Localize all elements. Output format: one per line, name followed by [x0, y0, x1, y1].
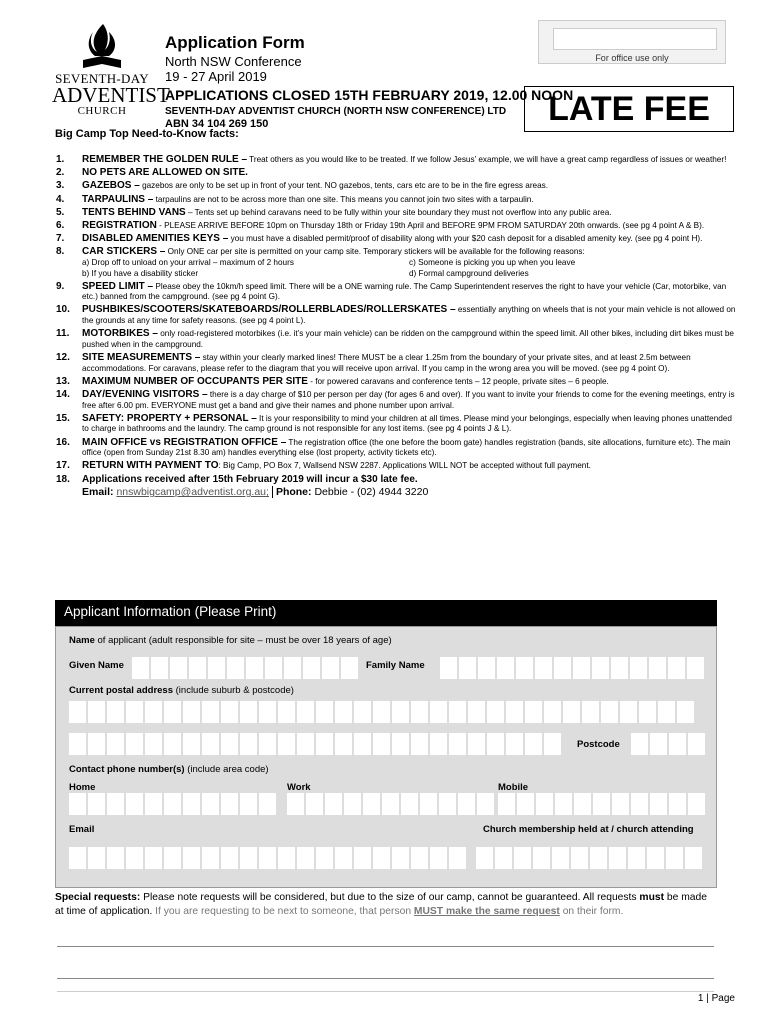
char-box[interactable] [354, 733, 371, 755]
work-label: Work [287, 782, 311, 793]
char-box[interactable] [373, 847, 390, 869]
logo-line1: SEVENTH-DAY [55, 71, 149, 86]
fact-number: 2. [56, 167, 65, 179]
char-box[interactable] [411, 847, 428, 869]
char-box[interactable] [316, 733, 333, 755]
church-entity: SEVENTH-DAY ADVENTIST CHURCH (NORTH NSW CONFERENCE) LTD [165, 106, 507, 117]
car-reason-d: d) Formal campground deliveries [409, 268, 529, 278]
char-box[interactable] [590, 847, 607, 869]
char-box[interactable] [630, 657, 647, 679]
char-box[interactable] [341, 657, 358, 679]
special-requests: Special requests: Please note requests will be considered, but due to the size of our camp, cannot be guaranteed. All requests must be made at time of application. If you are requesting to be next to someone, that person MUST make the same request on their form. [55, 892, 707, 917]
char-box[interactable] [145, 733, 162, 755]
fact-number: 15. [56, 412, 70, 424]
phone-label: Contact phone number(s) (include area code) [69, 764, 269, 775]
char-box[interactable] [639, 701, 656, 723]
char-box[interactable] [392, 701, 409, 723]
logo-line2: ADVENTIST [52, 83, 170, 107]
char-box[interactable] [685, 847, 702, 869]
fact-item [56, 168, 736, 179]
char-box[interactable] [647, 847, 664, 869]
late-fee-stamp [524, 86, 734, 132]
char-box[interactable] [533, 847, 550, 869]
char-box[interactable] [325, 793, 342, 815]
char-box[interactable] [449, 733, 466, 755]
char-box[interactable] [459, 657, 476, 679]
char-box[interactable] [449, 847, 466, 869]
char-box[interactable] [544, 701, 561, 723]
char-box[interactable] [658, 701, 675, 723]
char-box[interactable] [265, 657, 282, 679]
fact-body: there is a day charge of $10 per person per day (for ages 6 and over). If you want to invite your friends to come for the evening meetings, entry is free after 6.00 pm. EVERYONE must get a band and give their names and phone number upon arrival. [82, 390, 735, 410]
fact-body: - PLEASE ARRIVE BEFORE 10pm on Thursday 18th or Friday 19th April and BEFORE 9PM FROM SATURDAY 20th onwards. (see pg 4 point A & B). [156, 220, 705, 230]
fact-heading: SAFETY: PROPERTY + PERSONAL – [82, 412, 257, 424]
char-box[interactable] [354, 847, 371, 869]
char-box[interactable] [514, 847, 531, 869]
char-box[interactable] [240, 733, 257, 755]
char-box[interactable] [516, 657, 533, 679]
char-box[interactable] [669, 793, 686, 815]
char-box[interactable] [107, 793, 124, 815]
page-number: 1 | Page [697, 993, 735, 1004]
char-box[interactable] [411, 701, 428, 723]
char-box[interactable] [246, 657, 263, 679]
fact-body: tarpaulins are not to be across more than one site. This means you cannot join two sites with a tarpaulin. [153, 194, 534, 204]
postcode-label: Postcode [577, 739, 620, 750]
applicant-form [55, 626, 717, 888]
fact-body: only road-registered motorbikes (i.e. it’s your main vehicle) can be ridden on the campground within the speed limit. All other bikes, including dirt bikes must be pushed when in the campground. [82, 329, 734, 349]
char-box[interactable] [259, 793, 276, 815]
char-box[interactable] [240, 701, 257, 723]
fact-number: 11. [56, 328, 70, 340]
fact-heading: TENTS BEHIND VANS [82, 206, 186, 218]
char-box[interactable] [573, 657, 590, 679]
char-box[interactable] [373, 733, 390, 755]
fact-item [56, 234, 736, 245]
char-box[interactable] [202, 701, 219, 723]
char-box[interactable] [145, 701, 162, 723]
char-box[interactable] [373, 701, 390, 723]
fact-heading: MOTORBIKES – [82, 328, 158, 340]
car-reasons [82, 258, 736, 279]
fact-body: : Big Camp, PO Box 7, Wallsend NSW 2287. Applications WILL NOT be accepted without full payment. [218, 461, 591, 471]
char-box[interactable] [88, 847, 105, 869]
char-box[interactable] [582, 701, 599, 723]
char-box[interactable] [306, 793, 323, 815]
fact-heading: Applications received after 15th February 2019 will incur a $30 late fee. [82, 473, 418, 485]
fact-body: you must have a disabled permit/proof of disability along with your $20 cash deposit for a disabled amenity key. (see pg 4 point H). [228, 234, 703, 244]
email-label: Email [69, 824, 95, 835]
char-box[interactable] [669, 733, 686, 755]
closing-date: APPLICATIONS CLOSED 15TH FEBRUARY 2019, 12.00 NOON [165, 87, 574, 103]
fact-item [56, 181, 736, 192]
fact-item [56, 329, 736, 350]
char-box[interactable] [535, 657, 552, 679]
char-box[interactable] [688, 793, 705, 815]
fact-item [56, 247, 736, 279]
office-use-field [553, 28, 717, 50]
mobile-phone-input[interactable] [498, 793, 705, 815]
email-input[interactable] [69, 847, 466, 869]
fact-heading: NO PETS ARE ALLOWED ON SITE. [82, 167, 248, 179]
char-box[interactable] [202, 793, 219, 815]
fact-body: The registration office (the one before the boom gate) handles registration (bands, site allocations, furniture etc). The main office (open from Sunday 21st 8.30 am) handles everything else (lost property, activity tickets etc). [82, 437, 731, 458]
applicant-section-header: Applicant Information (Please Print) [55, 600, 717, 626]
fact-heading: GAZEBOS – [82, 180, 140, 192]
fact-item [56, 282, 736, 303]
char-box[interactable] [666, 847, 683, 869]
char-box[interactable] [392, 847, 409, 869]
char-box[interactable] [126, 733, 143, 755]
fact-item [56, 377, 736, 388]
char-box[interactable] [259, 733, 276, 755]
char-box[interactable] [401, 793, 418, 815]
email-link[interactable]: nnswbigcamp@adventist.org.au; [116, 486, 269, 499]
char-box[interactable] [126, 793, 143, 815]
char-box[interactable] [303, 657, 320, 679]
char-box[interactable] [571, 847, 588, 869]
email-label: Email: [82, 486, 117, 499]
char-box[interactable] [687, 657, 704, 679]
fact-heading: TARPAULINS – [82, 193, 154, 205]
char-box[interactable] [278, 733, 295, 755]
char-box[interactable] [487, 733, 504, 755]
fact-body: Treat others as you would like to be treated. If we follow Jesus’ example, we will have a great camp regardless of issues or weather! [247, 155, 727, 164]
char-box[interactable] [69, 793, 86, 815]
given-name-label: Given Name [69, 660, 124, 671]
char-box[interactable] [631, 733, 648, 755]
fact-number: 13. [56, 375, 70, 387]
char-box[interactable] [668, 657, 685, 679]
fact-item [56, 353, 736, 374]
char-box[interactable] [208, 657, 225, 679]
camp-dates: 19 - 27 April 2019 [165, 69, 267, 84]
char-box[interactable] [650, 733, 667, 755]
contact-line [82, 485, 736, 499]
fact-body: Please obey the 10km/h speed limit. There will be a ONE warning rule. The Camp Superintendent reserves the right to have your vehicle (Car, motorbike, van etc.) banned from the campground. (see pg 4 point G). [82, 281, 727, 302]
char-box[interactable] [478, 657, 495, 679]
form-title: Application Form [165, 33, 305, 52]
postcode-input[interactable] [631, 733, 705, 755]
fact-number: 3. [56, 180, 65, 192]
fact-body: stay within your clearly marked lines! There MUST be a clear 1.25m from the boundary of your private sites, and at least 2.5m between accommodations. For caravans, please refer to the diagram that you will receive upon arrival. If you camp in the wrong area you will be moved. (see pg 4 point O). [82, 353, 691, 373]
char-box[interactable] [552, 847, 569, 869]
phone-label: Phone: [275, 486, 312, 499]
fact-body: essentially anything on wheels that is not your main vehicle is not allowed on the grounds at any time for safety reasons. (see pg 4 point L). [82, 305, 736, 326]
char-box[interactable] [487, 701, 504, 723]
char-box[interactable] [183, 733, 200, 755]
char-box[interactable] [525, 701, 542, 723]
char-box[interactable] [536, 793, 553, 815]
char-box[interactable] [593, 793, 610, 815]
fact-number: 1. [56, 154, 65, 165]
fact-item [56, 155, 736, 166]
char-box[interactable] [430, 733, 447, 755]
fact-heading: SPEED LIMIT – [82, 280, 154, 292]
fact-item [56, 414, 736, 435]
char-box[interactable] [439, 793, 456, 815]
phone-number: Debbie - (02) 4944 3220 [311, 486, 429, 499]
char-box[interactable] [476, 847, 493, 869]
car-reason-c: c) Someone is picking you up when you leave [409, 257, 576, 267]
char-box[interactable] [468, 733, 485, 755]
char-box[interactable] [297, 847, 314, 869]
char-box[interactable] [430, 847, 447, 869]
char-box[interactable] [221, 793, 238, 815]
char-box[interactable] [202, 733, 219, 755]
char-box[interactable] [164, 793, 181, 815]
facts-list [56, 155, 736, 502]
fact-number: 9. [56, 280, 65, 292]
fact-number: 17. [56, 460, 70, 472]
char-box[interactable] [297, 733, 314, 755]
char-box[interactable] [221, 733, 238, 755]
facts-title: Big Camp Top Need-to-Know facts: [55, 128, 239, 140]
work-phone-input[interactable] [287, 793, 494, 815]
char-box[interactable] [88, 701, 105, 723]
char-box[interactable] [240, 847, 257, 869]
char-box[interactable] [631, 793, 648, 815]
char-box[interactable] [183, 847, 200, 869]
char-box[interactable] [287, 793, 304, 815]
char-box[interactable] [132, 657, 149, 679]
fact-item [56, 461, 736, 472]
char-box[interactable] [335, 733, 352, 755]
char-box[interactable] [498, 793, 515, 815]
fact-item [56, 475, 736, 500]
char-box[interactable] [601, 701, 618, 723]
char-box[interactable] [382, 793, 399, 815]
char-box[interactable] [145, 793, 162, 815]
home-label: Home [69, 782, 96, 793]
fact-body: - for powered caravans and conference tents – 12 people, private sites – 6 people. [307, 376, 609, 386]
char-box[interactable] [468, 701, 485, 723]
char-box[interactable] [88, 793, 105, 815]
home-phone-input[interactable] [69, 793, 276, 815]
char-box[interactable] [183, 793, 200, 815]
char-box[interactable] [107, 733, 124, 755]
char-box[interactable] [316, 701, 333, 723]
char-box[interactable] [126, 847, 143, 869]
fact-number: 8. [56, 246, 65, 258]
char-box[interactable] [628, 847, 645, 869]
fact-heading: PUSHBIKES/SCOOTERS/SKATEBOARDS/ROLLERBLADES/ROLLERSKATES – [82, 304, 456, 316]
char-box[interactable] [69, 847, 86, 869]
char-box[interactable] [609, 847, 626, 869]
char-box[interactable] [506, 733, 523, 755]
char-box[interactable] [284, 657, 301, 679]
fact-heading: MAXIMUM NUMBER OF OCCUPANTS PER SITE [82, 375, 308, 387]
fact-heading: CAR STICKERS – [82, 246, 166, 258]
postal-label: Current postal address (include suburb & postcode) [69, 685, 294, 696]
fact-number: 10. [56, 304, 70, 316]
logo-line3: CHURCH [77, 105, 127, 117]
char-box[interactable] [189, 657, 206, 679]
fact-number: 14. [56, 389, 70, 400]
fact-number: 7. [56, 233, 65, 245]
char-box[interactable] [278, 847, 295, 869]
char-box[interactable] [69, 733, 86, 755]
char-box[interactable] [554, 657, 571, 679]
char-box[interactable] [555, 793, 572, 815]
footer-divider [57, 991, 714, 992]
late-fee-text: LATE FEE [548, 89, 710, 128]
special-request-line-2[interactable] [57, 978, 714, 979]
char-box[interactable] [297, 701, 314, 723]
office-use-box [538, 20, 726, 64]
char-box[interactable] [506, 701, 523, 723]
char-box[interactable] [649, 657, 666, 679]
char-box[interactable] [430, 701, 447, 723]
church-input[interactable] [476, 847, 702, 869]
char-box[interactable] [240, 793, 257, 815]
char-box[interactable] [107, 847, 124, 869]
char-box[interactable] [221, 847, 238, 869]
char-box[interactable] [517, 793, 534, 815]
fact-body: – Tents set up behind caravans need to be fully within your site boundary they must not overflow into any public area. [185, 207, 612, 217]
fact-item [56, 438, 736, 459]
char-box[interactable] [107, 701, 124, 723]
given-name-input[interactable] [132, 657, 358, 679]
fact-heading: DISABLED AMENITIES KEYS – [82, 233, 229, 245]
fact-item [56, 305, 736, 326]
char-box[interactable] [126, 701, 143, 723]
fact-number: 4. [56, 193, 65, 205]
abn-number: ABN 34 104 269 150 [165, 118, 269, 130]
name-label: Name of applicant (adult responsible for site – must be over 18 years of age) [69, 635, 392, 646]
char-box[interactable] [449, 701, 466, 723]
char-box[interactable] [170, 657, 187, 679]
char-box[interactable] [563, 701, 580, 723]
church-label: Church membership held at / church attending [483, 824, 694, 835]
conference-name: North NSW Conference [165, 54, 302, 69]
char-box[interactable] [164, 847, 181, 869]
fact-heading: DAY/EVENING VISITORS – [82, 389, 208, 400]
fact-body: It is your responsibility to mind your children at all times. Please mind your belongings, especially when leaving phones unattended to charge in bathrooms and the laundry. The camp ground is not responsible for any lost items. (see pg 4 points J & L). [82, 413, 732, 434]
char-box[interactable] [477, 793, 494, 815]
char-box[interactable] [151, 657, 168, 679]
char-box[interactable] [322, 657, 339, 679]
char-box[interactable] [316, 847, 333, 869]
char-box[interactable] [574, 793, 591, 815]
fact-number: 12. [56, 352, 70, 364]
char-box[interactable] [495, 847, 512, 869]
char-box[interactable] [88, 733, 105, 755]
char-box[interactable] [688, 733, 705, 755]
char-box[interactable] [164, 701, 181, 723]
char-box[interactable] [69, 701, 86, 723]
fact-heading: RETURN WITH PAYMENT TO [82, 460, 219, 472]
char-box[interactable] [458, 793, 475, 815]
fact-heading: SITE MEASUREMENTS – [82, 352, 201, 364]
fact-body: gazebos are only to be set up in front of your tent. NO gazebos, tents, cars etc are to be in the fire egress areas. [139, 181, 549, 191]
char-box[interactable] [145, 847, 162, 869]
sda-logo [52, 22, 170, 117]
char-box[interactable] [278, 701, 295, 723]
fact-number: 18. [56, 473, 70, 485]
char-box[interactable] [335, 847, 352, 869]
family-name-label: Family Name [366, 660, 425, 671]
fact-heading: REMEMBER THE GOLDEN RULE – [82, 154, 248, 165]
char-box[interactable] [392, 733, 409, 755]
char-box[interactable] [363, 793, 380, 815]
fact-body: Only ONE car per site is permitted on your camp site. Temporary stickers will be available for the following reasons: [165, 247, 585, 257]
office-use-label: For office use only [595, 53, 669, 63]
char-box[interactable] [677, 701, 694, 723]
car-reason-b: b) If you have a disability sticker [82, 268, 199, 278]
char-box[interactable] [497, 657, 514, 679]
mobile-label: Mobile [498, 782, 529, 793]
fact-item [56, 221, 736, 232]
fact-number: 5. [56, 206, 65, 218]
char-box[interactable] [259, 701, 276, 723]
fact-heading: REGISTRATION [82, 219, 157, 231]
char-box[interactable] [164, 733, 181, 755]
form-header [165, 32, 574, 131]
char-box[interactable] [259, 847, 276, 869]
char-box[interactable] [592, 657, 609, 679]
car-reason-a: a) Drop off to unload on your arrival – maximum of 2 hours [82, 257, 294, 267]
fact-item [56, 208, 736, 219]
fact-item [56, 195, 736, 206]
char-box[interactable] [544, 733, 561, 755]
family-name-input[interactable] [440, 657, 704, 679]
fact-heading: MAIN OFFICE vs REGISTRATION OFFICE – [82, 436, 287, 448]
char-box[interactable] [227, 657, 244, 679]
char-box[interactable] [344, 793, 361, 815]
char-box[interactable] [221, 701, 238, 723]
char-box[interactable] [335, 701, 352, 723]
char-box[interactable] [525, 733, 542, 755]
char-box[interactable] [202, 847, 219, 869]
fact-item [56, 390, 736, 411]
postal-address-input-1[interactable] [69, 701, 694, 723]
char-box[interactable] [620, 701, 637, 723]
postal-address-input-2[interactable] [69, 733, 561, 755]
char-box[interactable] [650, 793, 667, 815]
fact-number: 16. [56, 436, 70, 448]
char-box[interactable] [354, 701, 371, 723]
char-box[interactable] [440, 657, 457, 679]
char-box[interactable] [420, 793, 437, 815]
fact-number: 6. [56, 219, 65, 231]
flame-bible-icon [79, 22, 125, 70]
char-box[interactable] [411, 733, 428, 755]
char-box[interactable] [183, 701, 200, 723]
special-request-line-1[interactable] [57, 946, 714, 947]
char-box[interactable] [612, 793, 629, 815]
char-box[interactable] [611, 657, 628, 679]
